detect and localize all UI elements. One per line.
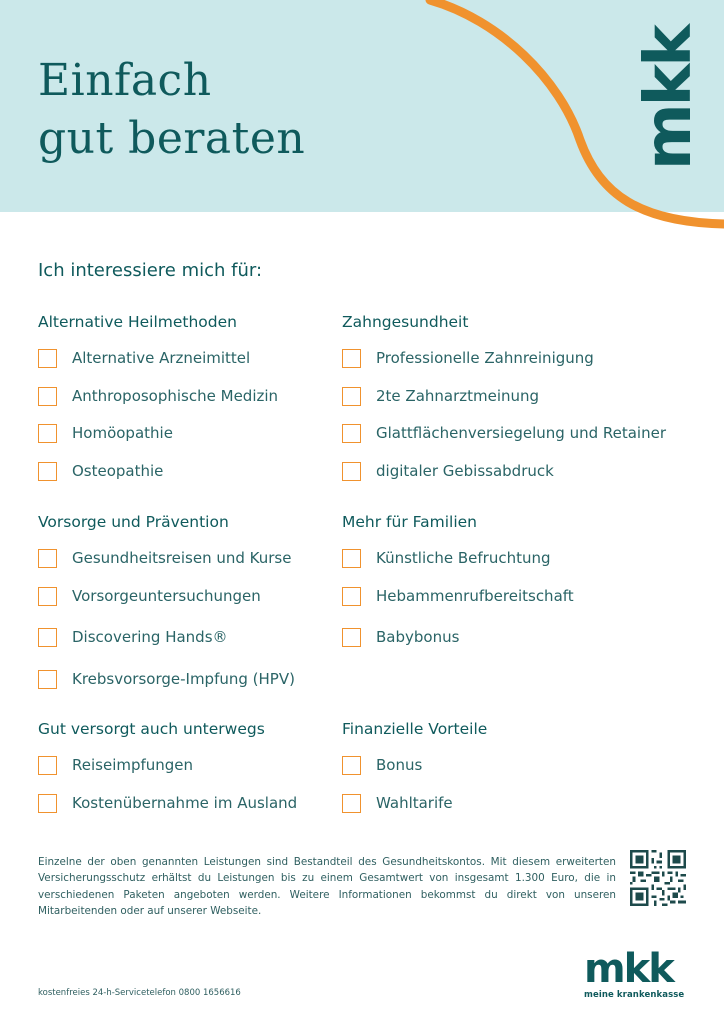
checkbox-item[interactable] [342, 347, 594, 369]
checkbox-label: Vorsorgeuntersuchungen [72, 587, 261, 605]
section-title: Vorsorge und Prävention [38, 513, 229, 531]
section-title: Alternative Heilmethoden [38, 313, 237, 331]
checkbox-item[interactable] [342, 460, 554, 482]
checkbox[interactable] [38, 794, 57, 813]
section-familien [342, 511, 672, 646]
section-alternative-heilmethoden [38, 311, 368, 480]
info-paragraph: Einzelne der oben genannten Leistungen sind Bestandteil des Gesundheitskontos. Mit diesem erweiterten Versicherungsschutz erhältst du Leistungen bis zu einem Gesamtwert von insgesamt 1.300 Euro, die in verschiedenen Paketen angeboten werden. Weitere Informationen bekommst du direkt von unseren Mitarbeitenden oder auf unserer Webseite. [38, 856, 616, 917]
checkbox-item[interactable] [342, 547, 551, 569]
logo-tagline: meine krankenkasse [584, 990, 685, 1000]
qr-code-icon[interactable] [630, 850, 686, 906]
section-title: Gut versorgt auch unterwegs [38, 720, 265, 738]
checkbox-label: Krebsvorsorge-Impfung (HPV) [72, 670, 295, 688]
checkbox-item[interactable] [342, 385, 539, 407]
section-unterwegs [38, 718, 368, 812]
checkbox[interactable] [38, 424, 57, 443]
mkk-logo [584, 946, 688, 1000]
checkbox-item[interactable] [38, 422, 173, 444]
checkbox-label: Alternative Arzneimittel [72, 349, 251, 367]
checkbox-label: Hebammenrufbereitschaft [376, 587, 574, 605]
checkbox-item[interactable] [342, 792, 453, 814]
page-title [38, 52, 305, 168]
checkbox-label: Künstliche Befruchtung [376, 549, 551, 567]
section-zahngesundheit [342, 311, 672, 480]
checkbox-label: Babybonus [376, 628, 460, 646]
checkbox-label: Glattflächenversiegelung und Retainer [376, 424, 667, 442]
checkbox[interactable] [38, 349, 57, 368]
checkbox-label: Gesundheitsreisen und Kurse [72, 549, 292, 567]
title-line-2: gut beraten [38, 113, 306, 164]
checkbox-item[interactable] [38, 460, 163, 482]
checkbox-label: Bonus [376, 756, 423, 774]
checkbox-item[interactable] [38, 547, 291, 569]
section-finanzielle-vorteile [342, 718, 672, 812]
checkbox-label: Professionelle Zahnreinigung [376, 349, 594, 367]
logo-wordmark: mkk [632, 27, 706, 170]
checkbox-item[interactable] [38, 385, 278, 407]
section-vorsorge [38, 511, 368, 688]
checkbox[interactable] [38, 549, 57, 568]
checkbox-label: Kostenübernahme im Ausland [72, 794, 298, 812]
checkbox[interactable] [342, 756, 361, 775]
mkk-logo-vertical [632, 27, 706, 170]
checkbox[interactable] [38, 670, 57, 689]
checkbox[interactable] [38, 628, 57, 647]
checkbox-label: Homöopathie [72, 424, 173, 442]
checkbox-label: Reiseimpfungen [72, 756, 194, 774]
checkbox-item[interactable] [342, 422, 666, 444]
checkbox[interactable] [38, 387, 57, 406]
checkbox[interactable] [342, 349, 361, 368]
checkbox[interactable] [342, 587, 361, 606]
checkbox[interactable] [38, 756, 57, 775]
checkbox[interactable] [38, 462, 57, 481]
checkbox-label: Osteopathie [72, 462, 164, 480]
section-title: Mehr für Familien [342, 513, 477, 531]
checkbox[interactable] [342, 462, 361, 481]
checkbox-item[interactable] [38, 754, 193, 776]
section-title: Zahngesundheit [342, 313, 469, 331]
checkbox-label: Discovering Hands® [72, 628, 228, 646]
checkbox[interactable] [342, 628, 361, 647]
checkbox-item[interactable] [342, 754, 422, 776]
section-title: Finanzielle Vorteile [342, 720, 488, 738]
service-phone: kostenfreies 24-h-Servicetelefon 0800 1656616 [38, 988, 241, 998]
checkbox[interactable] [342, 549, 361, 568]
logo-wordmark: mkk [584, 946, 673, 992]
checkbox[interactable] [38, 587, 57, 606]
checkbox[interactable] [342, 387, 361, 406]
checkbox-item[interactable] [38, 585, 261, 607]
checkbox-item[interactable] [38, 626, 228, 648]
checkbox[interactable] [342, 794, 361, 813]
checkbox-item[interactable] [342, 626, 459, 648]
checkbox[interactable] [342, 424, 361, 443]
checkbox-item[interactable] [38, 668, 295, 690]
checkbox-label: Anthroposophische Medizin [72, 387, 279, 405]
title-line-1: Einfach [38, 55, 212, 106]
checkbox-item[interactable] [38, 347, 250, 369]
checkbox-label: digitaler Gebissabdruck [376, 462, 554, 480]
checkbox-label: 2te Zahnarztmeinung [376, 387, 540, 405]
intro-heading: Ich interessiere mich für: [38, 260, 263, 281]
checkbox-item[interactable] [342, 585, 574, 607]
checkbox-label: Wahltarife [376, 794, 453, 812]
checkbox-item[interactable] [38, 792, 297, 814]
